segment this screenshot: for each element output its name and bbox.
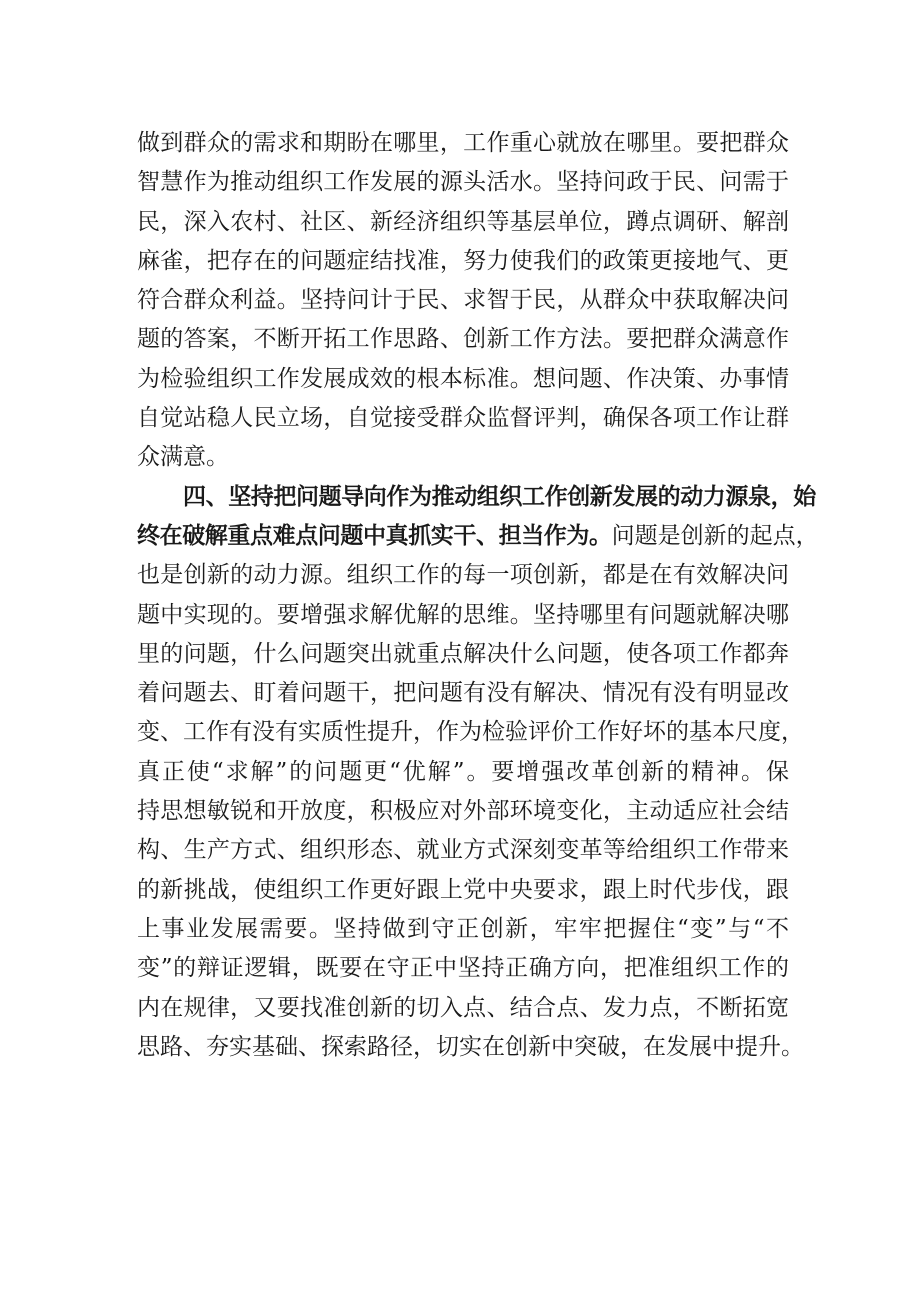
section-heading-rest: 问题是创新的起点， <box>611 522 819 549</box>
paragraph-2-line: 也是创新的动力源。组织工作的每一项创新，都是在有效解决问 <box>137 562 789 589</box>
paragraph-1-line: 智慧作为推动组织工作发展的源头活水。坚持问政于民、问需于 <box>137 169 789 196</box>
body-text <box>137 124 819 1067</box>
paragraph-2-line: 内在规律，又要找准创新的切入点、结合点、发力点，不断拓宽 <box>137 994 789 1021</box>
section-heading-line-2 <box>137 517 819 556</box>
section-heading-bold: 终在破解重点难点问题中真抓实干、担当作为。 <box>137 522 612 549</box>
paragraph-1-line: 为检验组织工作发展成效的根本标准。想问题、作决策、办事情 <box>137 365 789 392</box>
paragraph-1-line: 题的答案，不断开拓工作思路、创新工作方法。要把群众满意作 <box>137 326 789 353</box>
paragraph-2-line: 的新挑战，使组织工作更好跟上党中央要求，跟上时代步伐，跟 <box>137 876 789 903</box>
section-heading-line: 四、坚持把问题导向作为推动组织工作创新发展的动力源泉，始 <box>183 483 816 510</box>
paragraph-2-line: 真正使“求解”的问题更“优解”。要增强改革创新的精神。保 <box>137 758 789 785</box>
paragraph-1-line: 众满意。 <box>137 444 229 471</box>
paragraph-2-line: 构、生产方式、组织形态、就业方式深刻变革等给组织工作带来 <box>137 837 789 864</box>
paragraph-2-line: 变”的辩证逻辑，既要在守正中坚持正确方向，把准组织工作的 <box>137 955 789 982</box>
paragraph-1-line: 符合群众利益。坚持问计于民、求智于民，从群众中获取解决问 <box>137 287 789 314</box>
paragraph-2-line: 上事业发展需要。坚持做到守正创新，牢牢把握住“变”与“不 <box>137 915 789 942</box>
paragraph-2-line: 题中实现的。要增强求解优解的思维。坚持哪里有问题就解决哪 <box>137 601 789 628</box>
paragraph-1-line: 麻雀，把存在的问题症结找准，努力使我们的政策更接地气、更 <box>137 247 789 274</box>
paragraph-2-line: 变、工作有没有实质性提升，作为检验评价工作好坏的基本尺度， <box>137 719 804 746</box>
paragraph-2-line: 持思想敏锐和开放度，积极应对外部环境变化，主动适应社会结 <box>137 798 789 825</box>
paragraph-1-line: 民，深入农村、社区、新经济组织等基层单位，蹲点调研、解剖 <box>137 208 789 235</box>
paragraph-2-line: 里的问题，什么问题突出就重点解决什么问题，使各项工作都奔 <box>137 640 789 667</box>
paragraph-2-line: 着问题去、盯着问题干，把问题有没有解决、情况有没有明显改 <box>137 680 789 707</box>
paragraph-1-line: 做到群众的需求和期盼在哪里，工作重心就放在哪里。要把群众 <box>137 130 789 156</box>
paragraph-1-line: 自觉站稳人民立场，自觉接受群众监督评判，确保各项工作让群 <box>137 405 789 432</box>
paragraph-2-line: 思路、夯实基础、探索路径，切实在创新中突破，在发展中提升。 <box>137 1033 804 1060</box>
